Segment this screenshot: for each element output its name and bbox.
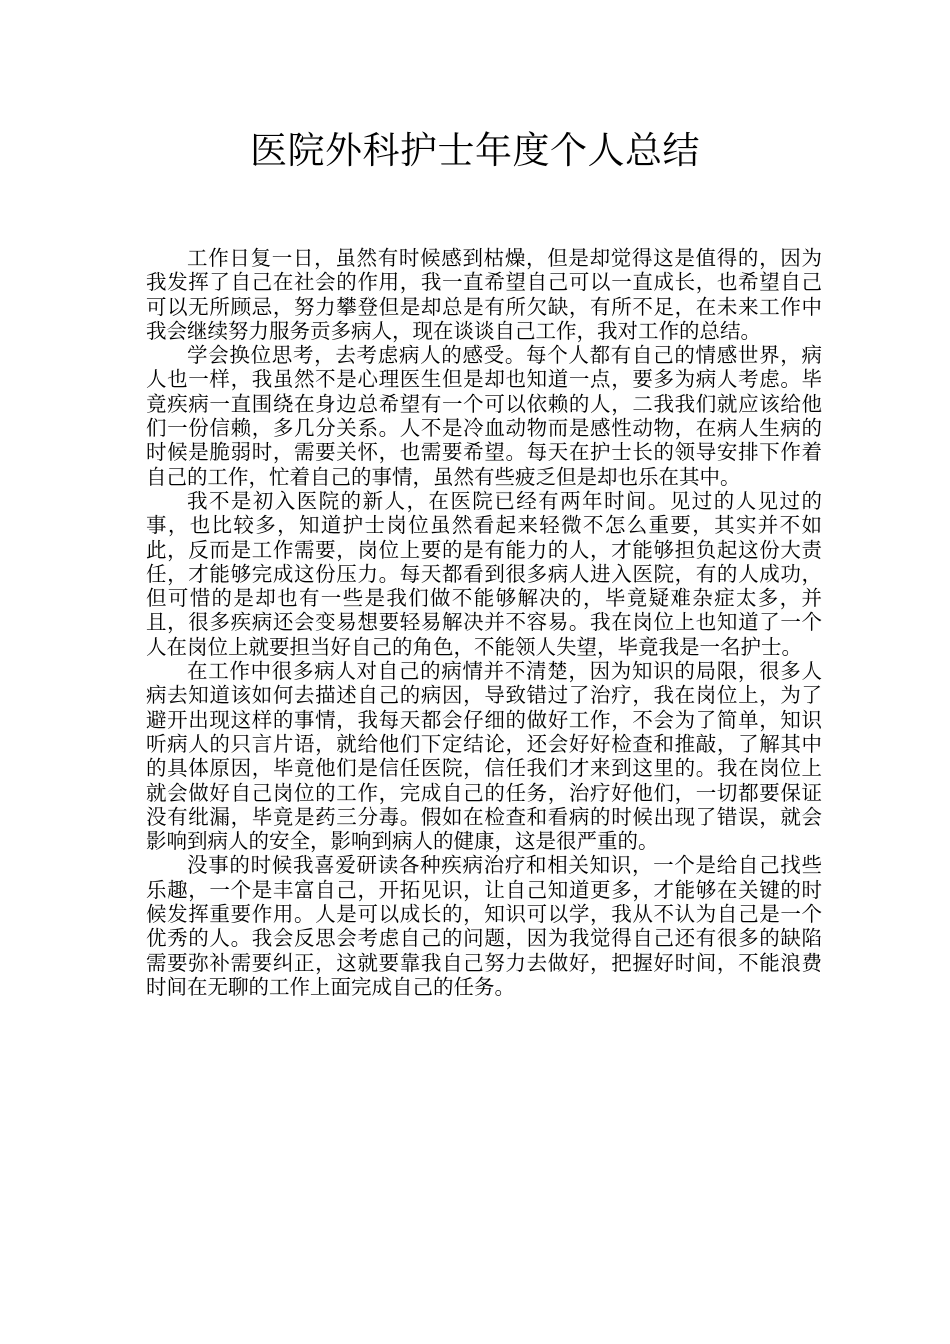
document-title: 医院外科护士年度个人总结 [250,129,700,172]
paragraph-3: 我不是初入医院的新人，在医院已经有两年时间。见过的人见过的事，也比较多，知道护士岗位虽然看起来轻微不怎么重要，其实并不如此，反而是工作需要，岗位上要的是有能力的人，才能够担负起这份大责任，才能够完成这份压力。每天都看到很多病人进入医院，有的人成功，但可惜的是却也有一些是我们做不能够解决的，毕竟疑难杂症太多，并且，很多疾病还会变易想要轻易解决并不容易。我在岗位上也知道了一个人在岗位上就要担当好自己的角色，不能领人失望，毕竟我是一名护士。 [146,488,822,659]
paragraph-1: 工作日复一日，虽然有时候感到枯燥，但是却觉得这是值得的，因为我发挥了自己在社会的作用，我一直希望自己可以一直成长，也希望自己可以无所顾忌，努力攀登但是却总是有所欠缺，有所不足，在未来工作中我会继续努力服务贡多病人，现在谈谈自己工作，我对工作的总结。 [146,246,822,343]
document-body [146,246,822,999]
paragraph-4: 在工作中很多病人对自己的病情并不清楚，因为知识的局限，很多人病去知道该如何去描述自己的病因，导致错过了治疗，我在岗位上，为了避开出现这样的事情，我每天都会仔细的做好工作，不会为了简单，知识听病人的只言片语，就给他们下定结论，还会好好检查和推敲，了解其中的具体原因，毕竟他们是信任医院，信任我们才来到这里的。我在岗位上就会做好自己岗位的工作，完成自己的任务，治疗好他们，一切都要保证没有纰漏，毕竟是药三分毒。假如在检查和看病的时候出现了错误，就会影响到病人的安全，影响到病人的健康，这是很严重的。 [146,659,822,854]
paragraph-2: 学会换位思考，去考虑病人的感受。每个人都有自己的情感世界，病人也一样，我虽然不是心理医生但是却也知道一点，要多为病人考虑。毕竟疾病一直围绕在身边总希望有一个可以依赖的人，二我我们就应该给他们一份信赖，多几分关系。人不是冷血动物而是感性动物，在病人生病的时候是脆弱时，需要关怀，也需要希望。每天在护士长的领导安排下作着自己的工作，忙着自己的事情，虽然有些疲乏但是却也乐在其中。 [146,343,822,489]
paragraph-5: 没事的时候我喜爱研读各种疾病治疗和相关知识，一个是给自己找些乐趣，一个是丰富自己，开拓见识，让自己知道更多，才能够在关键的时候发挥重要作用。人是可以成长的，知识可以学，我从不认为自己是一个优秀的人。我会反思会考虑自己的问题，因为我觉得自己还有很多的缺陷需要弥补需要纠正，这就要靠我自己努力去做好，把握好时间，不能浪费时间在无聊的工作上面完成自己的任务。 [146,853,822,999]
